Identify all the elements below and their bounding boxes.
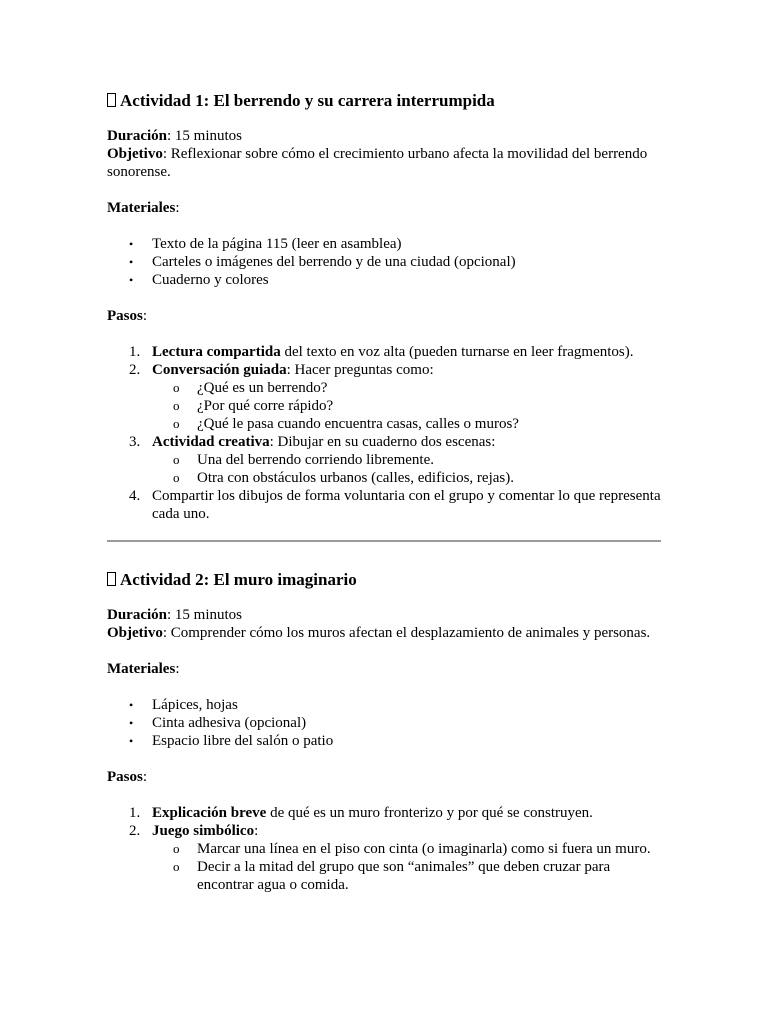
list-item: • Lápices, hojas bbox=[107, 696, 663, 714]
activity-1-steps-list bbox=[107, 343, 663, 523]
list-item: • Espacio libre del salón o patio bbox=[107, 732, 663, 750]
step-item: 1. Lectura compartida del texto en voz alta (pueden turnarse en leer fragmentos). bbox=[129, 344, 634, 360]
document-page bbox=[107, 90, 663, 894]
step-item: 3. Actividad creativa: Dibujar en su cuaderno dos escenas: o Una del berrendo corriendo libremente. o Otra con obstáculos urbanos (calles, edificios, rejas). bbox=[107, 433, 663, 487]
sub-list bbox=[152, 379, 663, 433]
sub-list bbox=[152, 451, 663, 487]
activity-1-heading bbox=[107, 90, 663, 112]
sub-list bbox=[152, 840, 663, 894]
list-item: • Texto de la página 115 (leer en asamblea) bbox=[107, 235, 663, 253]
missing-glyph-icon bbox=[107, 93, 116, 107]
activity-1-materials-list bbox=[107, 235, 663, 289]
sub-list-item: o ¿Por qué corre rápido? bbox=[152, 397, 663, 415]
activity-2-materials-heading: Materiales: bbox=[107, 661, 180, 677]
activity-1-objective: Objetivo: Reflexionar sobre cómo el crecimiento urbano afecta la movilidad del berrendo sonorense. bbox=[107, 146, 648, 180]
activity-2-steps-heading: Pasos: bbox=[107, 769, 148, 785]
sub-list-item: o Una del berrendo corriendo libremente. bbox=[152, 451, 663, 469]
step-item: 2. Juego simbólico: o Marcar una línea en el piso con cinta (o imaginarla) como si fuera un muro. o Decir a la mitad del grupo que son “animales” que deben cruzar para encontrar agua o comida. bbox=[107, 822, 663, 894]
sub-list-item: o Marcar una línea en el piso con cinta (o imaginarla) como si fuera un muro. bbox=[152, 840, 663, 858]
activity-2-objective: Objetivo: Comprender cómo los muros afectan el desplazamiento de animales y personas. bbox=[107, 625, 651, 641]
activity-1-steps-heading: Pasos: bbox=[107, 308, 148, 324]
activity-1-materials-heading: Materiales: bbox=[107, 200, 180, 216]
activity-2-steps-list bbox=[107, 804, 663, 894]
step-item: 4. Compartir los dibujos de forma voluntaria con el grupo y comentar lo que representa cada uno. bbox=[129, 488, 661, 522]
activity-2 bbox=[107, 569, 663, 894]
activity-2-materials-list bbox=[107, 696, 663, 750]
activity-2-title: Actividad 2: El muro imaginario bbox=[120, 570, 357, 589]
step-item: 1. Explicación breve de qué es un muro fronterizo y por qué se construyen. bbox=[129, 805, 593, 821]
list-item: • Carteles o imágenes del berrendo y de una ciudad (opcional) bbox=[107, 253, 663, 271]
list-item: • Cuaderno y colores bbox=[107, 271, 663, 289]
activity-2-heading bbox=[107, 569, 663, 591]
missing-glyph-icon bbox=[107, 572, 116, 586]
activity-1-title: Actividad 1: El berrendo y su carrera interrumpida bbox=[120, 91, 495, 110]
sub-list-item: o Otra con obstáculos urbanos (calles, edificios, rejas). bbox=[152, 469, 663, 487]
step-item: 2. Conversación guiada: Hacer preguntas como: o ¿Qué es un berrendo? o ¿Por qué corre rápido? o ¿Qué le pasa cuando encuentra casas, calles o muros? bbox=[107, 361, 663, 433]
activity-1 bbox=[107, 90, 663, 523]
sub-list-item: o Decir a la mitad del grupo que son “animales” que deben cruzar para encontrar agua o comida. bbox=[152, 858, 663, 894]
list-item: • Cinta adhesiva (opcional) bbox=[107, 714, 663, 732]
activity-2-duration: Duración: 15 minutos bbox=[107, 607, 243, 623]
sub-list-item: o ¿Qué le pasa cuando encuentra casas, calles o muros? bbox=[152, 415, 663, 433]
sub-list-item: o ¿Qué es un berrendo? bbox=[152, 379, 663, 397]
activity-1-duration: Duración: 15 minutos bbox=[107, 128, 243, 144]
